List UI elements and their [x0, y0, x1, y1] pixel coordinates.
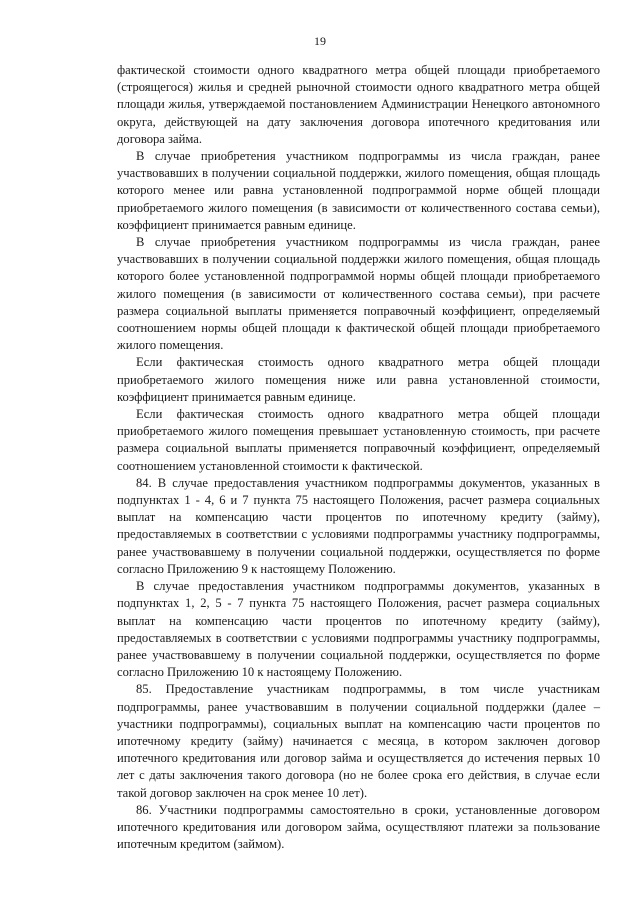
paragraph-clause-85: 85. Предоставление участникам подпрограммы, в том числе участникам подпрограммы, ранее участвовавшим в получении социальной поддержки (далее – участники подпрограммы), социальных выплат на компенсацию части процентов по ипотечному кредиту (займу) начинается с месяца, в котором заключен договор ипотечного кредитования или договор займа и осуществляется до истечения первых 10 лет с даты заключения такого договора (но не более срока его действия, в случае если такой договор заключен на срок менее 10 лет).: [117, 682, 600, 800]
paragraph: В случае приобретения участником подпрограммы из числа граждан, ранее участвовавших в получении социальной поддержки жилого помещения, общая площадь которого более установленной подпрограммой нормы общей площади приобретаемого жилого помещения (в зависимости от количественного состава семьи), при расчете размера социальной выплаты применяется поправочный коэффициент, определяемый соотношением нормы общей площади к фактической общей площади приобретаемого жилого помещения.: [117, 235, 600, 353]
document-body: [117, 62, 600, 853]
paragraph: В случае приобретения участником подпрограммы из числа граждан, ранее участвовавших в получении социальной поддержки, жилого помещения, общая площадь которого менее или равна установленной подпрограммой норме общей площади приобретаемого жилого помещения (в зависимости от количественного состава семьи), коэффициент принимается равным единице.: [117, 149, 600, 232]
page-number: 19: [314, 34, 326, 48]
paragraph-continuation: фактической стоимости одного квадратного метра общей площади приобретаемого (строящегося) жилья и средней рыночной стоимости одного квадратного метра общей площади жилья, утверждаемой постановлением Администрации Ненецкого автономного округа, действующей на дату заключения договора ипотечного кредитования или договора займа.: [117, 63, 600, 146]
paragraph: Если фактическая стоимость одного квадратного метра общей площади приобретаемого жилого помещения ниже или равна установленной стоимости, коэффициент принимается равным единице.: [117, 355, 600, 404]
paragraph-clause-84: 84. В случае предоставления участником подпрограммы документов, указанных в подпунктах 1 - 4, 6 и 7 пункта 75 настоящего Положения, расчет размера социальных выплат на компенсацию части процентов по ипотечному кредиту (займу), предоставляемых в соответствии с условиями подпрограммы участнику подпрограммы, ранее участвовавшему в получении социальной поддержки, осуществляется по форме согласно Приложению 9 к настоящему Положению.: [117, 475, 600, 576]
paragraph: В случае предоставления участником подпрограммы документов, указанных в подпунктах 1, 2, 5 - 7 пункта 75 настоящего Положения, расчет размера социальных выплат на компенсацию части процентов по ипотечному кредиту (займу), предоставляемых в соответствии с условиями подпрограммы участнику подпрограммы, ранее участвовавшему в получении социальной поддержки, осуществляется по форме согласно Приложению 10 к настоящему Положению.: [117, 579, 600, 680]
paragraph: Если фактическая стоимость одного квадратного метра общей площади приобретаемого жилого помещения превышает установленную стоимость, при расчете размера социальной выплаты применяется поправочный коэффициент, определяемый соотношением установленной стоимости к фактической.: [117, 407, 600, 473]
paragraph-clause-86: 86. Участники подпрограммы самостоятельно в сроки, установленные договором ипотечного кредитования или договором займа, осуществляют платежи за пользование ипотечным кредитом (займом).: [117, 802, 600, 852]
